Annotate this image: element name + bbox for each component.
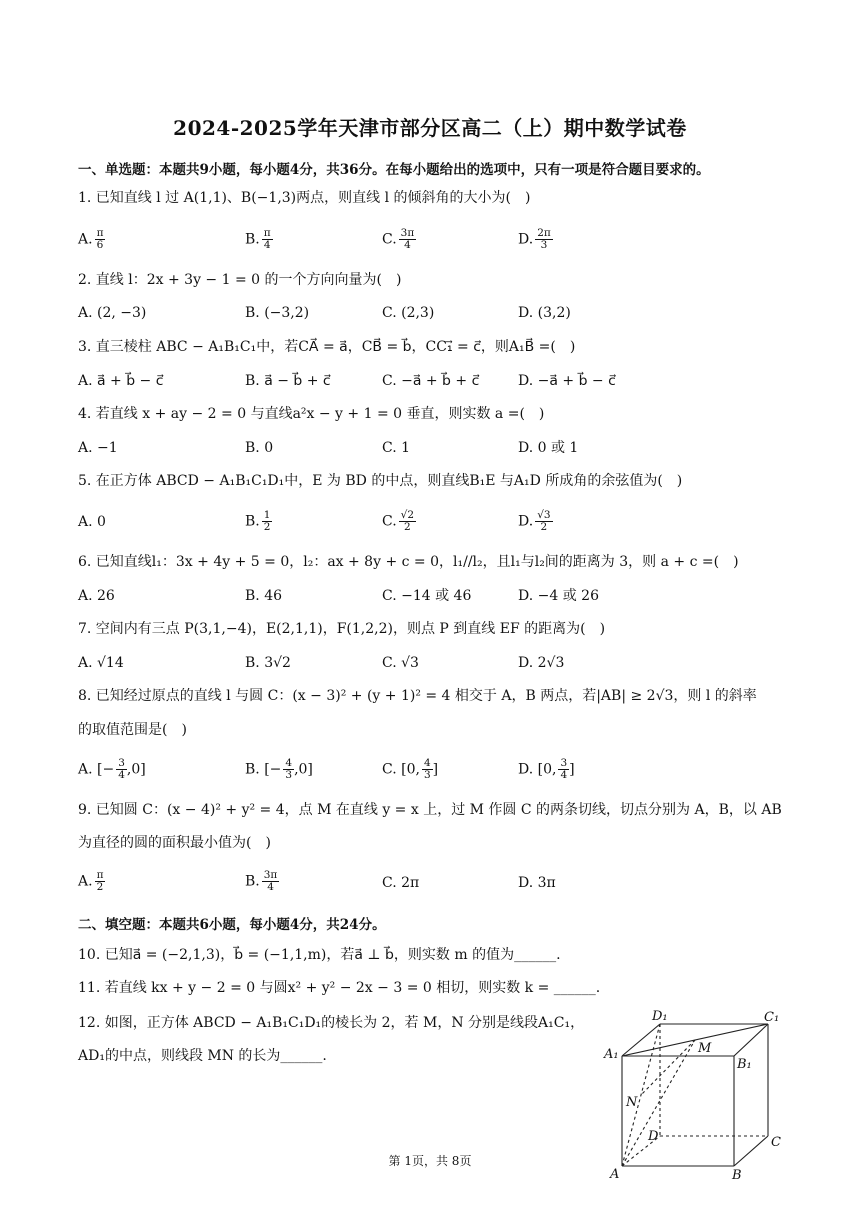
label-C1: C₁ [764, 1010, 780, 1025]
question-8-option-c: C. [0, $\frac{4}{3}$ ] [382, 757, 439, 781]
question-8-stem-line2: 的取值范围是( ) [78, 722, 187, 738]
question-1-stem: 1. 已知直线 l 过 A(1,1)、B(−1,3)两点，则直线 l 的倾斜角的大小为( ) [78, 190, 531, 206]
question-6-option-b: B. 46 [245, 588, 283, 604]
question-8-stem-line1: 8. 已知经过原点的直线 l 与圆 C：(x − 3)² + (y + 1)² = 4 相交于 A，B 两点，若|AB| ≥ 2√3，则 l 的斜率 [78, 688, 757, 704]
question-1-option-d: D. $\frac{2\pi}{3}$ [518, 227, 551, 251]
label-A: A [610, 1167, 620, 1182]
question-3-option-a: A. a⃗ + b⃗ − c⃗ [78, 373, 164, 389]
question-5-option-a: A. 0 [78, 514, 106, 530]
question-4-stem: 4. 若直线 x + ay − 2 = 0 与直线a²x − y + 1 = 0 垂直，则实数 a =( ) [78, 406, 545, 422]
question-4-option-d: D. 0 或 1 [518, 440, 579, 456]
question-5-option-b: B. $\frac{1}{2}$ [245, 509, 271, 533]
question-5-stem: 5. 在正方体 ABCD − A₁B₁C₁D₁中，E 为 BD 的中点，则直线B₁E 与A₁D 所成角的余弦值为( ) [78, 473, 683, 489]
question-10: 10. 已知a⃗ = (−2,1,3)，b⃗ = (−1,1,m)，若a⃗ ⊥ b⃗，则实数 m 的值为______. [78, 947, 561, 963]
question-1-option-c: C. $\frac{3\pi}{4}$ [382, 227, 415, 251]
question-12-line2: AD₁的中点，则线段 MN 的长为______. [78, 1048, 327, 1064]
question-7-option-c: C. √3 [382, 655, 419, 671]
question-7-option-b: B. 3√2 [245, 655, 291, 671]
page-footer: 第 1页，共 8页 [388, 1154, 472, 1168]
question-3-stem: 3. 直三棱柱 ABC − A₁B₁C₁中，若CA⃗ = a⃗，CB⃗ = b⃗，CC₁⃗ = c⃗，则A₁B⃗ =( ) [78, 339, 576, 355]
question-4-option-b: B. 0 [245, 440, 274, 456]
question-7-option-a: A. √14 [78, 655, 124, 671]
question-9-option-c: C. 2π [382, 875, 420, 891]
question-8-option-a: A. [− $\frac{3}{4}$ ,0] [78, 757, 146, 781]
label-C: C [771, 1135, 781, 1150]
label-N: N [626, 1095, 638, 1110]
label-D: D [648, 1129, 659, 1144]
question-5-option-c: C. $\frac{√2}{2}$ [382, 509, 415, 533]
question-6-option-c: C. −14 或 46 [382, 588, 472, 604]
label-M: M [698, 1041, 712, 1056]
question-2-option-c: C. (2,3) [382, 305, 435, 321]
question-9-option-d: D. 3π [518, 875, 556, 891]
question-2-option-b: B. (−3,2) [245, 305, 310, 321]
question-9-stem-line1: 9. 已知圆 C：(x − 4)² + y² = 4，点 M 在直线 y = x 上，过 M 作圆 C 的两条切线，切点分别为 A，B，以 AB [78, 802, 782, 818]
question-12-line1: 12. 如图，正方体 ABCD − A₁B₁C₁D₁的棱长为 2，若 M，N 分别是线段A₁C₁， [78, 1015, 585, 1031]
question-9-option-b: B. $\frac{3\pi}{4}$ [245, 869, 278, 893]
label-A1: A₁ [604, 1047, 619, 1062]
section-heading-fill-in: 二、填空题：本题共6小题，每小题4分，共24分。 [78, 917, 386, 933]
question-2-stem: 2. 直线 l：2x + 3y − 1 = 0 的一个方向向量为( ) [78, 272, 402, 288]
question-5-option-d: D. $\frac{√3}{2}$ [518, 509, 551, 533]
question-6-option-a: A. 26 [78, 588, 115, 604]
question-6-stem: 6. 已知直线l₁：3x + 4y + 5 = 0，l₂：ax + 8y + c = 0，l₁//l₂，且l₁与l₂间的距离为 3，则 a + c =( ) [78, 554, 739, 570]
question-9-stem-line2: 为直径的圆的面积最小值为( ) [78, 835, 271, 851]
question-8-option-d: D. [0, $\frac{3}{4}$ ] [518, 757, 575, 781]
question-11: 11. 若直线 kx + y − 2 = 0 与圆x² + y² − 2x − 3 = 0 相切，则实数 k = ______. [78, 980, 601, 996]
question-7-stem: 7. 空间内有三点 P(3,1,−4)，E(2,1,1)，F(1,2,2)，则点 P 到直线 EF 的距离为( ) [78, 621, 606, 637]
question-7-option-d: D. 2√3 [518, 655, 565, 671]
question-8-option-b: B. [− $\frac{4}{3}$ ,0] [245, 757, 313, 781]
label-B1: B₁ [737, 1057, 752, 1072]
question-3-option-c: C. −a⃗ + b⃗ + c⃗ [382, 373, 480, 389]
label-D1: D₁ [652, 1009, 668, 1024]
question-2-option-a: A. (2, −3) [78, 305, 147, 321]
question-3-option-b: B. a⃗ − b⃗ + c⃗ [245, 373, 331, 389]
question-4-option-c: C. 1 [382, 440, 411, 456]
question-2-option-d: D. (3,2) [518, 305, 571, 321]
question-3-option-d: D. −a⃗ + b⃗ − c⃗ [518, 373, 616, 389]
question-9-option-a: A. $\frac{\pi}{2}$ [78, 869, 104, 893]
label-B: B [732, 1168, 742, 1182]
question-4-option-a: A. −1 [78, 440, 118, 456]
question-1-option-b: B. $\frac{\pi}{4}$ [245, 227, 271, 251]
section-heading-single-choice: 一、单选题：本题共9小题，每小题4分，共36分。在每小题给出的选项中，只有一项是符合题目要求的。 [78, 162, 710, 178]
question-1-option-a: A. $\frac{\pi}{6}$ [78, 227, 104, 251]
question-6-option-d: D. −4 或 26 [518, 588, 599, 604]
exam-title: 2024-2025学年天津市部分区高二（上）期中数学试卷 [173, 116, 687, 140]
